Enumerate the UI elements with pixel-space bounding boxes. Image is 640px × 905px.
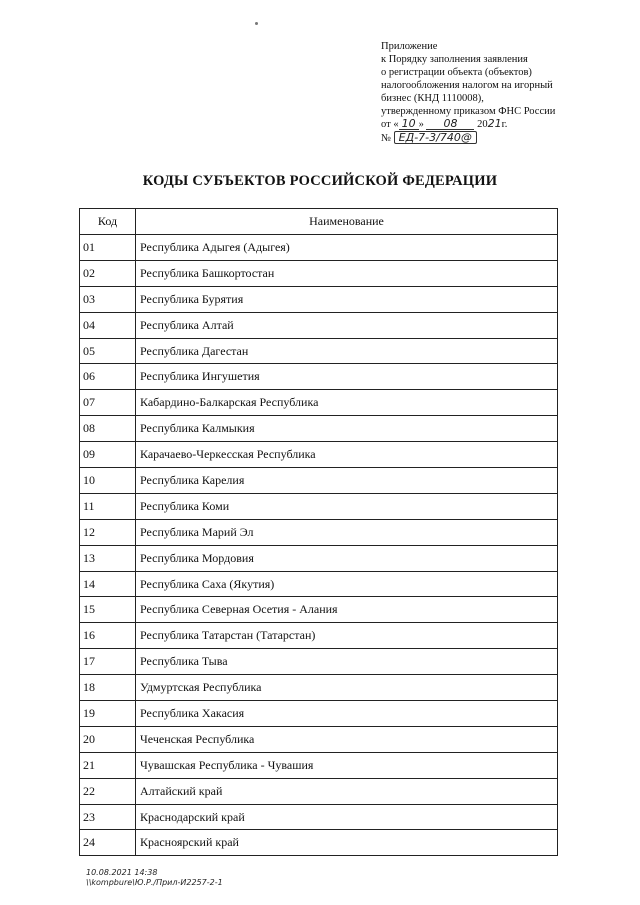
region-name: Республика Северная Осетия - Алания	[136, 597, 558, 623]
region-name: Республика Коми	[136, 493, 558, 519]
table-row	[80, 571, 558, 597]
region-name: Республика Ингушетия	[136, 364, 558, 390]
table-row	[80, 597, 558, 623]
table-row	[80, 390, 558, 416]
region-code: 23	[80, 804, 136, 830]
region-code: 24	[80, 830, 136, 856]
appendix-line: налогообложения налогом на игорный	[381, 80, 553, 91]
region-code: 22	[80, 778, 136, 804]
region-code: 12	[80, 519, 136, 545]
table-row	[80, 649, 558, 675]
table-row	[80, 804, 558, 830]
date-mid: »	[418, 119, 424, 130]
region-code: 16	[80, 623, 136, 649]
region-name: Республика Карелия	[136, 468, 558, 494]
date-month-handwritten: 08	[426, 118, 474, 130]
table-row	[80, 312, 558, 338]
order-number	[381, 131, 581, 145]
column-header-name: Наименование	[136, 209, 558, 235]
region-code: 04	[80, 312, 136, 338]
region-code: 14	[80, 571, 136, 597]
region-name: Карачаево-Черкесская Республика	[136, 442, 558, 468]
region-name: Краснодарский край	[136, 804, 558, 830]
region-name: Чеченская Республика	[136, 726, 558, 752]
appendix-line: о регистрации объекта (объектов)	[381, 67, 532, 78]
table-row	[80, 830, 558, 856]
region-name: Республика Мордовия	[136, 545, 558, 571]
date-prefix: от «	[381, 119, 399, 130]
order-date	[381, 118, 581, 131]
region-name: Республика Тыва	[136, 649, 558, 675]
column-header-code: Код	[80, 209, 136, 235]
region-code: 01	[80, 235, 136, 261]
region-name: Республика Дагестан	[136, 338, 558, 364]
region-code: 11	[80, 493, 136, 519]
region-name: Республика Татарстан (Татарстан)	[136, 623, 558, 649]
table-row	[80, 493, 558, 519]
region-code: 19	[80, 701, 136, 727]
region-name: Кабардино-Балкарская Республика	[136, 390, 558, 416]
region-name: Республика Башкортостан	[136, 260, 558, 286]
appendix-line: Приложение	[381, 41, 438, 52]
table-row	[80, 623, 558, 649]
table-header-row	[80, 209, 558, 235]
region-code: 13	[80, 545, 136, 571]
region-code: 06	[80, 364, 136, 390]
region-name: Республика Хакасия	[136, 701, 558, 727]
region-name: Красноярский край	[136, 830, 558, 856]
region-name: Удмуртская Республика	[136, 675, 558, 701]
region-name: Чувашская Республика - Чувашия	[136, 752, 558, 778]
table-row	[80, 286, 558, 312]
region-name: Республика Марий Эл	[136, 519, 558, 545]
table-row	[80, 726, 558, 752]
appendix-line: к Порядку заполнения заявления	[381, 54, 528, 65]
table-row	[80, 235, 558, 261]
order-number-handwritten: ЕД-7-3/740@	[394, 131, 477, 144]
region-name: Республика Алтай	[136, 312, 558, 338]
date-year	[477, 119, 507, 130]
appendix-header	[381, 40, 581, 145]
table-row	[80, 675, 558, 701]
table-row	[80, 701, 558, 727]
number-prefix: №	[381, 133, 392, 144]
table-row	[80, 752, 558, 778]
print-footer	[86, 868, 223, 888]
region-name: Республика Адыгея (Адыгея)	[136, 235, 558, 261]
region-code: 20	[80, 726, 136, 752]
table-row	[80, 468, 558, 494]
region-code: 18	[80, 675, 136, 701]
region-code: 15	[80, 597, 136, 623]
region-code: 09	[80, 442, 136, 468]
document-title: КОДЫ СУБЪЕКТОВ РОССИЙСКОЙ ФЕДЕРАЦИИ	[142, 173, 498, 189]
scan-speck	[255, 22, 258, 25]
region-code: 03	[80, 286, 136, 312]
print-timestamp: 10.08.2021 14:38	[86, 868, 158, 877]
region-code: 10	[80, 468, 136, 494]
table-row	[80, 338, 558, 364]
date-end: г.	[501, 119, 508, 130]
region-code: 07	[80, 390, 136, 416]
region-name: Республика Саха (Якутия)	[136, 571, 558, 597]
region-code: 17	[80, 649, 136, 675]
region-code: 08	[80, 416, 136, 442]
region-code: 21	[80, 752, 136, 778]
date-day-handwritten: 10	[399, 118, 419, 130]
date-year-prefix: 20	[477, 119, 488, 130]
table-row	[80, 545, 558, 571]
region-codes-table	[79, 208, 558, 856]
table-row	[80, 364, 558, 390]
region-name: Алтайский край	[136, 778, 558, 804]
appendix-line: утвержденному приказом ФНС России	[381, 106, 556, 117]
date-year-suffix-handwritten: 21	[487, 117, 502, 130]
table-row	[80, 778, 558, 804]
appendix-line: бизнес (КНД 1110008),	[381, 93, 484, 104]
region-name: Республика Бурятия	[136, 286, 558, 312]
table-row	[80, 442, 558, 468]
file-path: \\kompbure\Ю.Р./Прил-И2257-2-1	[86, 878, 223, 887]
region-name: Республика Калмыкия	[136, 416, 558, 442]
table-row	[80, 519, 558, 545]
table-row	[80, 416, 558, 442]
region-code: 02	[80, 260, 136, 286]
table-row	[80, 260, 558, 286]
region-code: 05	[80, 338, 136, 364]
